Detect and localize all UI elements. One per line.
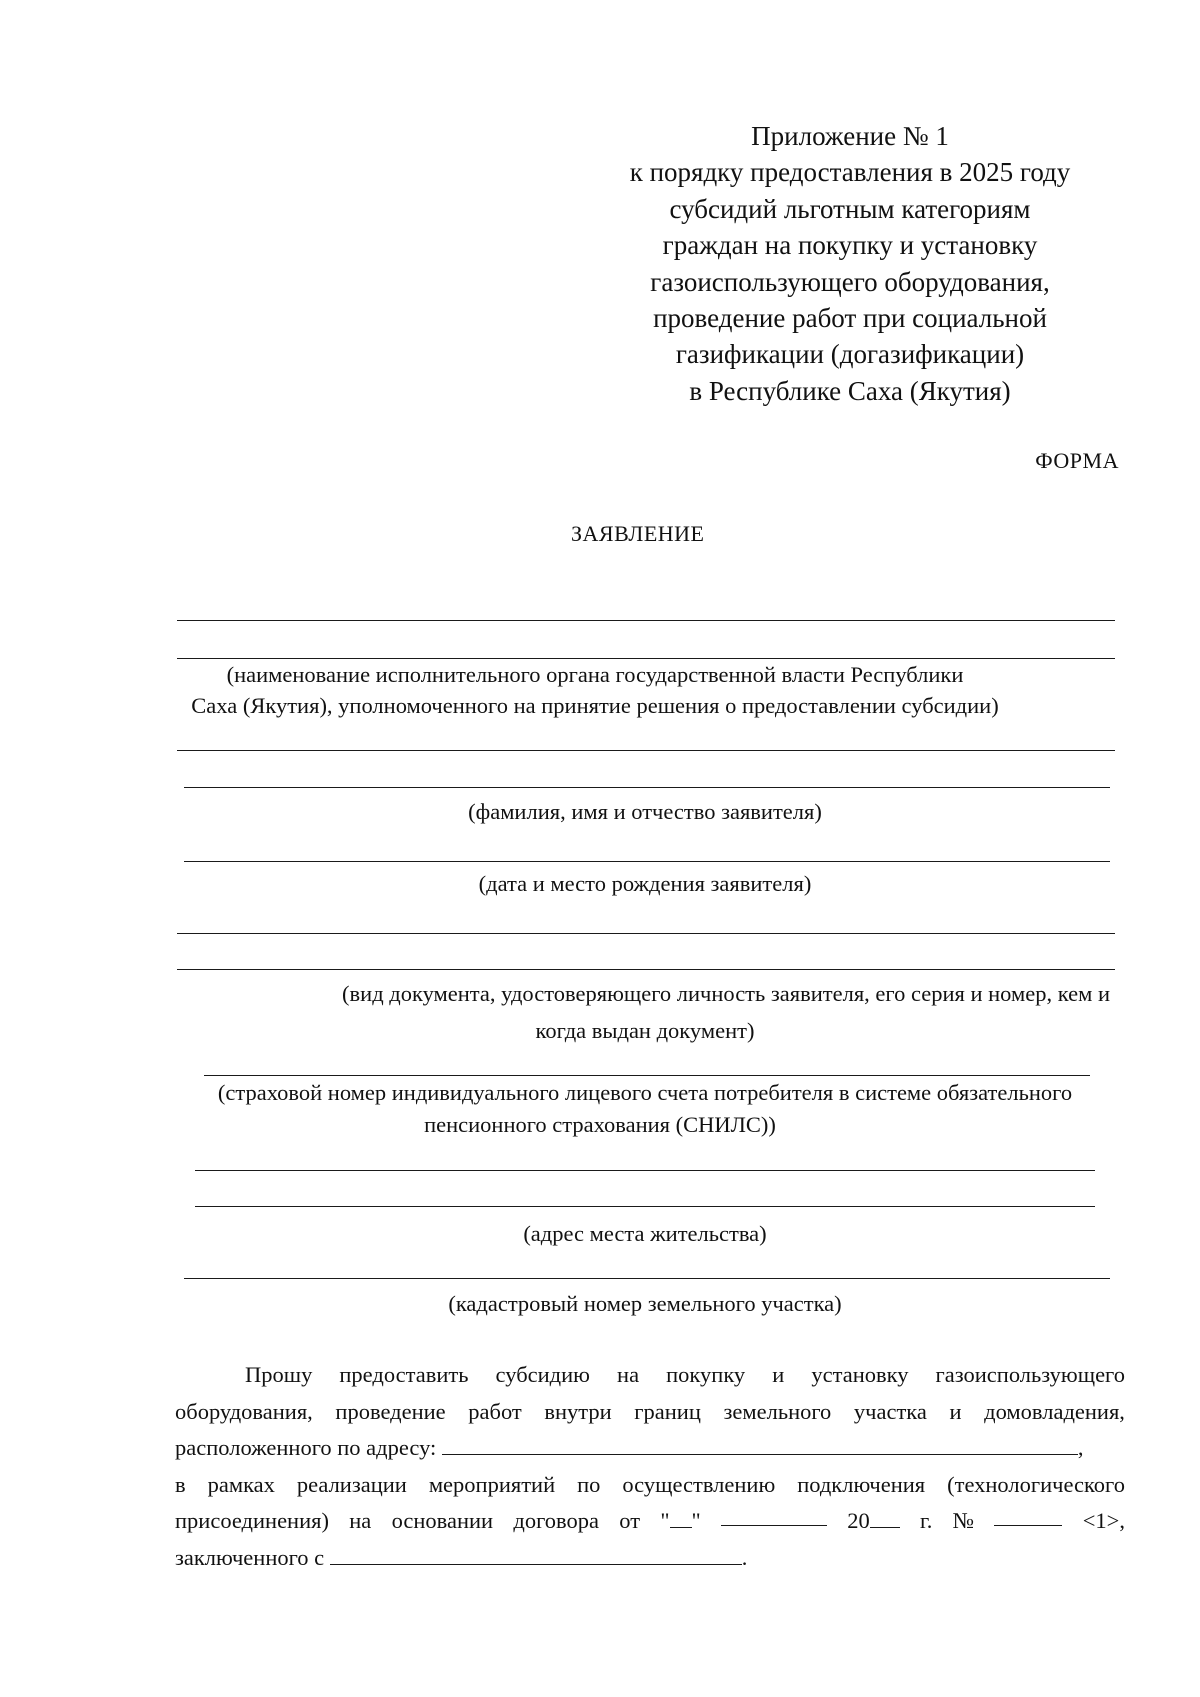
authority-caption: Саха (Якутия), уполномоченного на принятие решения о предоставлении субсидии) [191, 693, 999, 718]
request-line [175, 1503, 1125, 1540]
request-paragraph [175, 1357, 1125, 1576]
request-line [175, 1357, 1125, 1394]
concluded-with-label: заключенного с [175, 1544, 325, 1570]
full-name-caption: (фамилия, имя и отчество заявителя) [468, 799, 822, 824]
address-fill-line[interactable] [195, 1170, 1095, 1171]
contract-month-blank[interactable] [721, 1503, 827, 1526]
word: (технологического [947, 1471, 1125, 1497]
word: газоиспользующего [935, 1362, 1125, 1387]
document-title: ЗАЯВЛЕНИЕ [571, 521, 705, 546]
word: по [577, 1471, 601, 1497]
address-caption: (адрес места жительства) [523, 1221, 767, 1246]
snils-caption: (страховой номер индивидуального лицевого счета потребителя в системе обязательного [217, 1080, 1073, 1105]
word: покупку [666, 1362, 746, 1387]
contract-day-blank[interactable] [670, 1505, 692, 1528]
request-line [175, 1430, 1125, 1467]
authority-caption: (наименование исполнительного органа государственной власти Республики [226, 662, 964, 687]
cadastral-fill-line[interactable] [184, 1278, 1110, 1279]
snils-caption: пенсионного страхования (СНИЛС)) [424, 1112, 776, 1137]
quote-mark: " [660, 1508, 670, 1533]
word: внутри [544, 1398, 612, 1424]
contract-year-blank[interactable] [870, 1505, 900, 1528]
request-line [175, 1540, 1125, 1577]
number-sign: № [952, 1508, 975, 1533]
word: оборудования, [175, 1398, 313, 1424]
quote-mark: " [691, 1508, 701, 1533]
property-address-blank[interactable] [442, 1432, 1078, 1455]
appendix-line: субсидий льготным категориям [669, 193, 1031, 224]
id-document-caption: (вид документа, удостоверяющего личность заявителя, его серия и номер, кем и [342, 981, 1110, 1006]
word: и [772, 1362, 785, 1387]
word: реализации [296, 1471, 407, 1497]
id-document-fill-line[interactable] [177, 969, 1115, 970]
footnote-ref: <1>, [1082, 1508, 1125, 1533]
snils-fill-line[interactable] [204, 1075, 1090, 1076]
word: на [349, 1508, 372, 1533]
appendix-line: в Республике Саха (Якутия) [689, 375, 1011, 406]
word: присоединения) [175, 1508, 329, 1533]
word: земельного [723, 1398, 832, 1424]
word: участка [853, 1398, 927, 1424]
authority-fill-line[interactable] [177, 620, 1115, 621]
appendix-line: газификации (догазификации) [675, 339, 1025, 370]
birth-caption: (дата и место рождения заявителя) [478, 871, 812, 896]
year-prefix: 20 [847, 1508, 870, 1533]
id-document-fill-line[interactable] [177, 933, 1115, 934]
full-name-fill-line[interactable] [184, 787, 1110, 788]
word: от [619, 1508, 641, 1533]
word: основании [391, 1508, 494, 1533]
appendix-line: газоиспользующего оборудования, [650, 266, 1050, 297]
appendix-line: к порядку предоставления в 2025 году [629, 157, 1071, 188]
cadastral-caption: (кадастровый номер земельного участка) [448, 1291, 842, 1316]
word: и [949, 1398, 962, 1424]
appendix-line: Приложение № 1 [751, 121, 949, 151]
punctuation: , [1077, 1435, 1084, 1460]
word: мероприятий [428, 1471, 556, 1497]
punctuation: . [741, 1544, 748, 1570]
contract-day-field[interactable] [660, 1503, 700, 1540]
full-name-fill-line[interactable] [177, 750, 1115, 751]
word: рамках [207, 1471, 275, 1497]
address-fill-line[interactable] [195, 1206, 1095, 1207]
id-document-caption: когда выдан документ) [535, 1018, 755, 1043]
contract-year-field[interactable] [847, 1503, 900, 1540]
word: договора [513, 1508, 599, 1533]
form-label: ФОРМА [1035, 448, 1119, 473]
word: Прошу [245, 1362, 313, 1387]
word: предоставить [339, 1362, 469, 1387]
appendix-line: граждан на покупку и установку [662, 230, 1038, 261]
word: осуществлению [622, 1471, 776, 1497]
word: установку [811, 1362, 909, 1387]
birth-fill-line[interactable] [184, 861, 1110, 862]
request-line [175, 1467, 1125, 1504]
word: домовладения, [984, 1398, 1125, 1424]
word: на [617, 1362, 640, 1387]
word: границ [634, 1398, 701, 1424]
request-line [175, 1394, 1125, 1431]
year-suffix: г. [920, 1508, 933, 1533]
word: проведение [335, 1398, 446, 1424]
contract-number-blank[interactable] [994, 1503, 1062, 1526]
appendix-line: проведение работ при социальной [653, 303, 1047, 334]
word: субсидию [495, 1362, 590, 1387]
word: подключения [797, 1471, 926, 1497]
word: работ [468, 1398, 522, 1424]
counterparty-blank[interactable] [330, 1542, 742, 1565]
word: в [175, 1471, 186, 1497]
address-label: расположенного по адресу: [175, 1435, 437, 1460]
appendix-header [600, 118, 1100, 409]
